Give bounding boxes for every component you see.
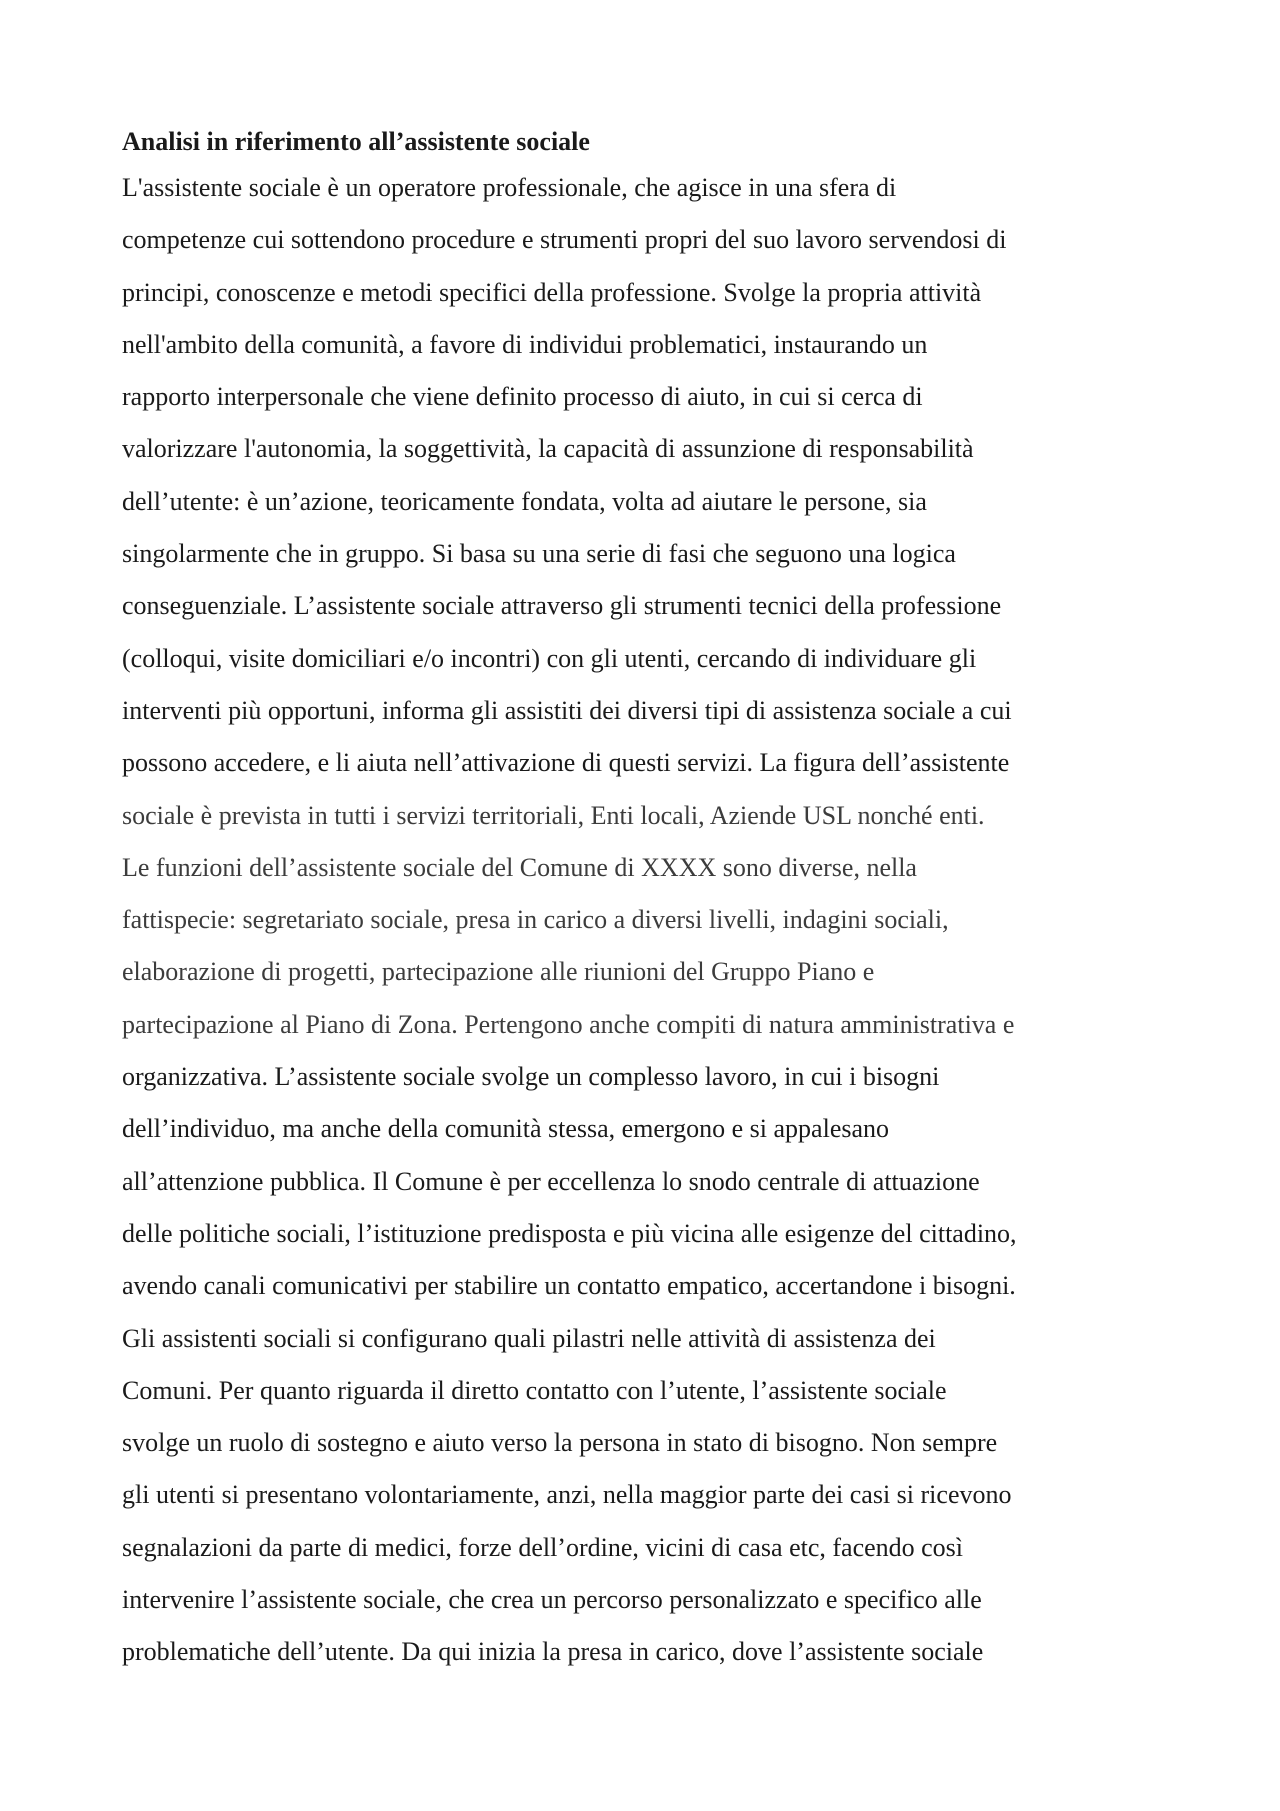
- body-line-20: all’attenzione pubblica. Il Comune è per eccellenza lo snodo centrale di attuazione: [122, 1166, 980, 1196]
- document-body: [122, 122, 1172, 1679]
- body-line-15: fattispecie: segretariato sociale, presa in carico a diversi livelli, indagini sociali,: [122, 905, 949, 935]
- body-line-23: Gli assistenti sociali si configurano quali pilastri nelle attività di assistenza dei: [122, 1323, 936, 1353]
- body-line-6: valorizzare l'autonomia, la soggettività, la capacità di assunzione di responsabilità: [122, 434, 974, 464]
- body-line-11: interventi più opportuni, informa gli assistiti dei diversi tipi di assistenza sociale a cui: [122, 695, 1012, 725]
- body-line-21: delle politiche sociali, l’istituzione predisposta e più vicina alle esigenze del cittadino,: [122, 1218, 1017, 1248]
- section-heading: Analisi in riferimento all’assistente sociale: [122, 127, 590, 156]
- body-line-5: rapporto interpersonale che viene definito processo di aiuto, in cui si cerca di: [122, 382, 923, 412]
- body-line-13: sociale è prevista in tutti i servizi territoriali, Enti locali, Aziende USL nonché enti.: [122, 800, 985, 830]
- body-line-22: avendo canali comunicativi per stabilire un contatto empatico, accertandone i bisogni.: [122, 1271, 1016, 1301]
- body-line-1: L'assistente sociale è un operatore professionale, che agisce in una sfera di: [122, 173, 897, 202]
- body-line-9: conseguenziale. L’assistente sociale attraverso gli strumenti tecnici della professione: [122, 591, 1002, 621]
- body-line-2: competenze cui sottendono procedure e strumenti propri del suo lavoro servendosi di: [122, 225, 1007, 255]
- body-line-3: principi, conoscenze e metodi specifici della professione. Svolge la propria attività: [122, 277, 982, 307]
- body-line-8: singolarmente che in gruppo. Si basa su una serie di fasi che seguono una logica: [122, 539, 956, 569]
- body-line-19: dell’individuo, ma anche della comunità stessa, emergono e si appalesano: [122, 1114, 890, 1144]
- body-line-12: possono accedere, e li aiuta nell’attivazione di questi servizi. La figura dell’assistente: [122, 748, 1010, 778]
- body-line-29: problematiche dell’utente. Da qui inizia la presa in carico, dove l’assistente sociale: [122, 1637, 984, 1667]
- body-line-16: elaborazione di progetti, partecipazione alle riunioni del Gruppo Piano e: [122, 957, 875, 987]
- body-line-17: partecipazione al Piano di Zona. Pertengono anche compiti di natura amministrativa e: [122, 1009, 1015, 1039]
- body-line-18: organizzativa. L’assistente sociale svolge un complesso lavoro, in cui i bisogni: [122, 1062, 940, 1092]
- body-line-28: intervenire l’assistente sociale, che crea un percorso personalizzato e specifico alle: [122, 1585, 982, 1615]
- body-line-25: svolge un ruolo di sostegno e aiuto verso la persona in stato di bisogno. Non sempre: [122, 1428, 998, 1458]
- body-line-7: dell’utente: è un’azione, teoricamente fondata, volta ad aiutare le persone, sia: [122, 486, 927, 516]
- body-line-4: nell'ambito della comunità, a favore di individui problematici, instaurando un: [122, 329, 928, 359]
- body-line-10: (colloqui, visite domiciliari e/o incontri) con gli utenti, cercando di individuare gli: [122, 643, 977, 673]
- body-line-27: segnalazioni da parte di medici, forze dell’ordine, vicini di casa etc, facendo così: [122, 1532, 964, 1562]
- body-line-26: gli utenti si presentano volontariamente, anzi, nella maggior parte dei casi si ricevono: [122, 1480, 1012, 1510]
- body-line-14: Le funzioni dell’assistente sociale del Comune di XXXX sono diverse, nella: [122, 852, 917, 882]
- body-line-24: Comuni. Per quanto riguarda il diretto contatto con l’utente, l’assistente sociale: [122, 1375, 947, 1405]
